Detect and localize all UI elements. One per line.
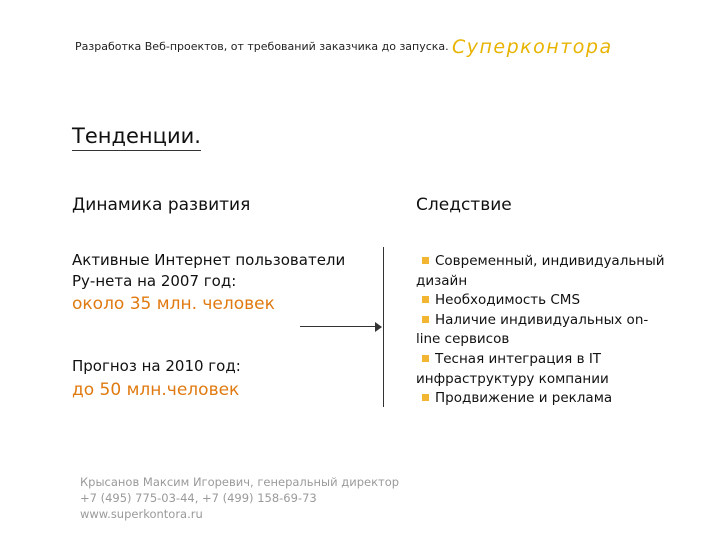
users-description <box>72 250 372 292</box>
footer-site[interactable]: www.superkontora.ru <box>80 507 203 521</box>
users-line-1: Активные Интернет пользователи <box>72 251 346 269</box>
right-column-heading: Следствие <box>416 195 512 215</box>
users-value: около 35 млн. человек <box>72 294 275 314</box>
list-item: Современный, индивидуальный дизайн <box>416 253 665 289</box>
bullet-icon <box>422 296 429 303</box>
list-item: Необходимость CMS <box>416 291 666 311</box>
arrow-line <box>300 326 376 327</box>
bullet-icon <box>422 316 429 323</box>
list-item: Продвижение и реклама <box>416 389 666 409</box>
bullet-icon <box>422 394 429 401</box>
bullet-icon <box>422 355 429 362</box>
company-logo: Суперконтора <box>452 36 613 58</box>
forecast-value: до 50 млн.человек <box>72 380 240 400</box>
bullet-icon <box>422 257 429 264</box>
footer-phone: +7 (495) 775-03-44, +7 (499) 158-69-73 <box>80 491 317 505</box>
footer-contacts <box>80 474 399 522</box>
list-item: Наличие индивидуальных on-line сервисов <box>416 311 649 348</box>
header-tagline: Разработка Веб-проектов, от требований заказчика до запуска. <box>75 40 449 53</box>
arrow-head-icon <box>375 322 382 332</box>
left-column-heading: Динамика развития <box>72 195 251 215</box>
users-line-2: Ру-нета на 2007 год: <box>72 272 237 290</box>
footer-name: Крысанов Максим Игоревич, генеральный директор <box>80 475 400 489</box>
list-item: Тесная интеграция в IT инфраструктуру компании <box>416 350 609 387</box>
forecast-label: Прогноз на 2010 год: <box>72 357 241 375</box>
page-title: Тенденции. <box>72 124 201 151</box>
consequence-list <box>416 252 666 409</box>
